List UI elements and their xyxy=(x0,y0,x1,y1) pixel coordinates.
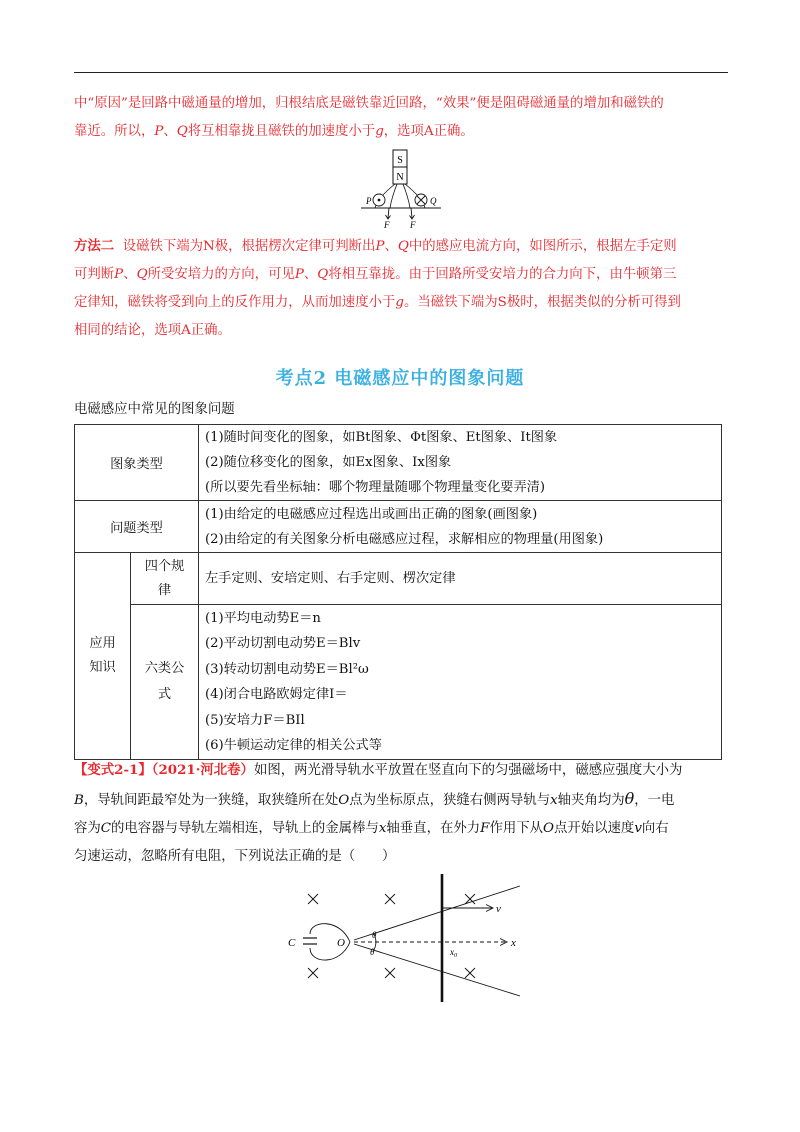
method2-line-1: 方法二 设磁铁下端为N极，根据楞次定律可判断出P、Q中的感应电流方向，如图所示，根据左手定则 xyxy=(74,238,677,254)
variant-line-4: 匀速运动，忽略所有电阻，下列说法正确的是（ ） xyxy=(74,849,396,864)
field-cross-icon xyxy=(308,968,318,978)
label-x: x xyxy=(511,937,516,949)
table-row xyxy=(75,425,722,501)
field-cross-icon xyxy=(308,894,318,904)
force-arrow xyxy=(388,208,389,218)
field-cross-icon xyxy=(465,968,475,978)
label-v: v xyxy=(496,903,501,915)
label-q: Q xyxy=(430,196,437,206)
variant-problem xyxy=(74,756,728,871)
subhead-four-rules: 四个规 律 xyxy=(131,553,199,605)
variant-line-2: B，导轨间距最窄处为一狭缝，取狭缝所在处O点为坐标原点，狭缝右侧两导轨与x轴夹角均为θ，一电 xyxy=(74,789,675,808)
four-rules-cell: 左手定则、安培定则、右手定则、楞次定律 xyxy=(199,553,722,605)
subhead-six-formulas: 六类公 式 xyxy=(131,605,199,760)
problem-types-cell: (1)由给定的电磁感应过程选出或画出正确的图象(画图象) (2)由给定的有关图象分析电磁感应过程，求解相应的物理量(用图象) xyxy=(199,501,722,553)
knowledge-table xyxy=(74,424,722,760)
magnet-n-label: N xyxy=(396,172,404,183)
label-theta-upper: θ xyxy=(372,930,377,940)
header-rule xyxy=(74,72,728,73)
label-f-left: F xyxy=(384,220,390,230)
variant-line-3: 容为C的电容器与导轨左端相连，导轨上的金属棒与x轴垂直，在外力F作用下从O点开始以速度v向右 xyxy=(74,821,669,836)
table-row xyxy=(75,553,722,605)
dot-icon xyxy=(378,199,381,202)
section-heading: 考点2 电磁感应中的图象问题 xyxy=(275,368,525,389)
label-c: C xyxy=(288,937,296,949)
label-p: P xyxy=(366,196,372,206)
rails-figure xyxy=(280,868,530,1003)
table-row xyxy=(75,501,722,553)
field-cross-icon xyxy=(385,894,395,904)
solution-paragraph xyxy=(74,90,728,146)
six-formulas-cell: (1)平均电动势E＝n (2)平动切割电动势E＝Blv (3)转动切割电动势E＝Bl²ω (4)闭合电路欧姆定律I＝ (5)安培力F＝BIl (6)牛顿运动定律的相关公式等 xyxy=(199,605,722,760)
table-intro: 电磁感应中常见的图象问题 xyxy=(74,402,235,417)
table-row xyxy=(75,605,722,760)
row-head-chart-types: 图象类型 xyxy=(75,425,199,501)
row-head-problem-types: 问题类型 xyxy=(75,501,199,553)
method2-line-3: 定律知，磁铁将受到向上的反作用力，从而加速度小于g。当磁铁下端为S极时，根据类似的分析可得到 xyxy=(74,295,681,310)
method2-paragraph xyxy=(74,232,728,345)
label-o: O xyxy=(337,937,345,949)
method2-line-2: 可判断P、Q所受安培力的方向，可见P、Q将相互靠拢。由于回路所受安培力的合力向下，由牛顿第三 xyxy=(74,267,677,282)
label-x0: $x_0$ xyxy=(450,947,457,959)
solution-line-2: 靠近。所以，P、Q将互相靠拢且磁铁的加速度小于g，选项A正确。 xyxy=(74,124,474,139)
magnet-s-label: S xyxy=(397,155,403,166)
variant-line-1: 【变式2-1】（2021·河北卷）如图，两光滑导轨水平放置在竖直向下的匀强磁场中，磁感应强度大小为 xyxy=(74,762,683,778)
method2-line-4: 相同的结论，选项A正确。 xyxy=(74,323,231,338)
row-head-applied-knowledge: 应用 知识 xyxy=(75,553,131,760)
field-cross-icon xyxy=(385,968,395,978)
variant-label: 【变式2-1】（2021·河北卷） xyxy=(74,762,254,778)
force-arrow xyxy=(411,208,412,218)
method2-label: 方法二 xyxy=(74,238,115,254)
magnet-rings-figure xyxy=(355,148,445,230)
chart-types-cell: (1)随时间变化的图象，如Bt图象、Φt图象、Et图象、It图象 (2)随位移变化的图象，如Ex图象、Ix图象 (所以要先看坐标轴：哪个物理量随哪个物理量变化要弄清) xyxy=(199,425,722,501)
label-f-right: F xyxy=(410,220,416,230)
rail-lower xyxy=(354,944,520,996)
label-theta-lower: θ xyxy=(370,947,375,957)
solution-line-1: 中“原因”是回路中磁通量的增加，归根结底是磁铁靠近回路，“效果”便是阻碍磁通量的增加和磁铁的 xyxy=(74,96,664,111)
